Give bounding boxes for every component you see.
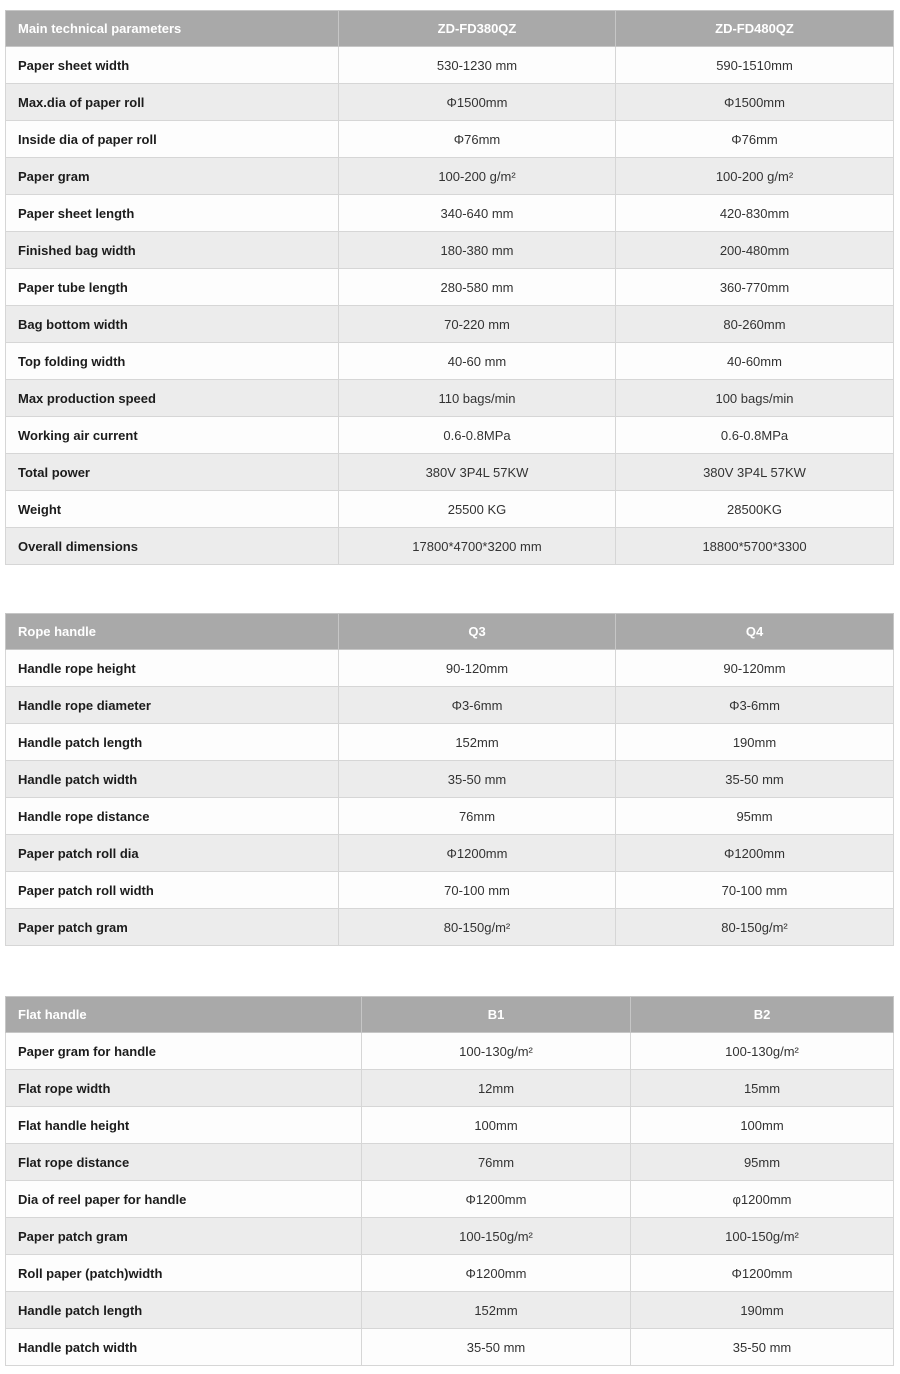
cell-value: 25500 KG <box>339 491 616 528</box>
row-label: Flat rope width <box>6 1070 362 1107</box>
cell-value: 35-50 mm <box>616 761 894 798</box>
row-label: Paper patch gram <box>6 1218 362 1255</box>
cell-value: 190mm <box>616 724 894 761</box>
table-row <box>6 724 894 761</box>
cell-value: Φ1500mm <box>616 84 894 121</box>
cell-value: 590-1510mm <box>616 47 894 84</box>
table-row <box>6 687 894 724</box>
table-row <box>6 47 894 84</box>
cell-value: 76mm <box>362 1144 631 1181</box>
cell-value: 80-260mm <box>616 306 894 343</box>
table-row <box>6 1292 894 1329</box>
row-label: Top folding width <box>6 343 339 380</box>
column-header: B1 <box>362 997 631 1033</box>
table-row <box>6 650 894 687</box>
cell-value: 35-50 mm <box>362 1329 631 1366</box>
row-label: Paper sheet width <box>6 47 339 84</box>
cell-value: 0.6-0.8MPa <box>339 417 616 454</box>
cell-value: Φ76mm <box>616 121 894 158</box>
row-label: Handle patch length <box>6 724 339 761</box>
cell-value: φ1200mm <box>631 1181 894 1218</box>
row-label: Inside dia of paper roll <box>6 121 339 158</box>
table-row <box>6 121 894 158</box>
row-label: Handle patch length <box>6 1292 362 1329</box>
table-row <box>6 195 894 232</box>
row-label: Paper patch gram <box>6 909 339 946</box>
table-row <box>6 798 894 835</box>
table-row <box>6 1070 894 1107</box>
cell-value: 100-130g/m² <box>362 1033 631 1070</box>
cell-value: 100 bags/min <box>616 380 894 417</box>
cell-value: 70-100 mm <box>616 872 894 909</box>
cell-value: 420-830mm <box>616 195 894 232</box>
cell-value: 40-60 mm <box>339 343 616 380</box>
cell-value: 18800*5700*3300 <box>616 528 894 565</box>
cell-value: 28500KG <box>616 491 894 528</box>
cell-value: 35-50 mm <box>339 761 616 798</box>
table-row <box>6 909 894 946</box>
cell-value: 340-640 mm <box>339 195 616 232</box>
cell-value: 100-130g/m² <box>631 1033 894 1070</box>
cell-value: 100-150g/m² <box>631 1218 894 1255</box>
cell-value: 190mm <box>631 1292 894 1329</box>
column-header: ZD-FD480QZ <box>616 11 894 47</box>
cell-value: 80-150g/m² <box>616 909 894 946</box>
cell-value: 530-1230 mm <box>339 47 616 84</box>
cell-value: 35-50 mm <box>631 1329 894 1366</box>
table-header-row <box>6 614 894 650</box>
cell-value: 40-60mm <box>616 343 894 380</box>
cell-value: Φ1200mm <box>339 835 616 872</box>
row-label: Flat rope distance <box>6 1144 362 1181</box>
cell-value: 12mm <box>362 1070 631 1107</box>
row-label: Paper patch roll width <box>6 872 339 909</box>
table-title: Main technical parameters <box>6 11 339 47</box>
cell-value: 152mm <box>339 724 616 761</box>
cell-value: 80-150g/m² <box>339 909 616 946</box>
cell-value: 380V 3P4L 57KW <box>616 454 894 491</box>
cell-value: 100-150g/m² <box>362 1218 631 1255</box>
cell-value: Φ1200mm <box>616 835 894 872</box>
cell-value: 110 bags/min <box>339 380 616 417</box>
table-row <box>6 528 894 565</box>
rope-handle-table <box>5 613 894 946</box>
cell-value: 95mm <box>631 1144 894 1181</box>
table-row <box>6 306 894 343</box>
row-label: Roll paper (patch)width <box>6 1255 362 1292</box>
table-title: Rope handle <box>6 614 339 650</box>
table-header-row <box>6 997 894 1033</box>
table-header-row <box>6 11 894 47</box>
table-row <box>6 491 894 528</box>
row-label: Bag bottom width <box>6 306 339 343</box>
row-label: Handle rope diameter <box>6 687 339 724</box>
row-label: Flat handle height <box>6 1107 362 1144</box>
table-row <box>6 1144 894 1181</box>
cell-value: 76mm <box>339 798 616 835</box>
row-label: Handle rope distance <box>6 798 339 835</box>
row-label: Paper gram for handle <box>6 1033 362 1070</box>
table-row <box>6 84 894 121</box>
column-header: Q3 <box>339 614 616 650</box>
table-row <box>6 158 894 195</box>
table-row <box>6 1329 894 1366</box>
table-row <box>6 1255 894 1292</box>
table-row <box>6 872 894 909</box>
row-label: Total power <box>6 454 339 491</box>
cell-value: 95mm <box>616 798 894 835</box>
table-title: Flat handle <box>6 997 362 1033</box>
row-label: Overall dimensions <box>6 528 339 565</box>
column-header: ZD-FD380QZ <box>339 11 616 47</box>
cell-value: Φ76mm <box>339 121 616 158</box>
cell-value: Φ1200mm <box>631 1255 894 1292</box>
flat-handle-table <box>5 996 894 1366</box>
cell-value: 70-220 mm <box>339 306 616 343</box>
cell-value: 380V 3P4L 57KW <box>339 454 616 491</box>
cell-value: 17800*4700*3200 mm <box>339 528 616 565</box>
row-label: Max production speed <box>6 380 339 417</box>
row-label: Handle patch width <box>6 761 339 798</box>
cell-value: 100-200 g/m² <box>339 158 616 195</box>
row-label: Paper sheet length <box>6 195 339 232</box>
row-label: Dia of reel paper for handle <box>6 1181 362 1218</box>
cell-value: Φ3-6mm <box>339 687 616 724</box>
row-label: Paper gram <box>6 158 339 195</box>
cell-value: 90-120mm <box>339 650 616 687</box>
cell-value: 70-100 mm <box>339 872 616 909</box>
cell-value: 100mm <box>631 1107 894 1144</box>
cell-value: 90-120mm <box>616 650 894 687</box>
row-label: Finished bag width <box>6 232 339 269</box>
cell-value: 100-200 g/m² <box>616 158 894 195</box>
cell-value: Φ1200mm <box>362 1181 631 1218</box>
cell-value: Φ3-6mm <box>616 687 894 724</box>
cell-value: 200-480mm <box>616 232 894 269</box>
table-row <box>6 343 894 380</box>
cell-value: 280-580 mm <box>339 269 616 306</box>
table-row <box>6 454 894 491</box>
row-label: Paper tube length <box>6 269 339 306</box>
column-header: Q4 <box>616 614 894 650</box>
table-row <box>6 1181 894 1218</box>
table-row <box>6 835 894 872</box>
row-label: Paper patch roll dia <box>6 835 339 872</box>
row-label: Working air current <box>6 417 339 454</box>
table-row <box>6 417 894 454</box>
table-row <box>6 269 894 306</box>
table-row <box>6 1033 894 1070</box>
main-technical-parameters-table <box>5 10 894 565</box>
table-row <box>6 380 894 417</box>
cell-value: 180-380 mm <box>339 232 616 269</box>
row-label: Handle rope height <box>6 650 339 687</box>
cell-value: Φ1200mm <box>362 1255 631 1292</box>
table-row <box>6 761 894 798</box>
cell-value: 100mm <box>362 1107 631 1144</box>
table-row <box>6 232 894 269</box>
table-row <box>6 1107 894 1144</box>
cell-value: Φ1500mm <box>339 84 616 121</box>
cell-value: 0.6-0.8MPa <box>616 417 894 454</box>
row-label: Handle patch width <box>6 1329 362 1366</box>
table-row <box>6 1218 894 1255</box>
cell-value: 360-770mm <box>616 269 894 306</box>
cell-value: 152mm <box>362 1292 631 1329</box>
column-header: B2 <box>631 997 894 1033</box>
cell-value: 15mm <box>631 1070 894 1107</box>
row-label: Weight <box>6 491 339 528</box>
row-label: Max.dia of paper roll <box>6 84 339 121</box>
